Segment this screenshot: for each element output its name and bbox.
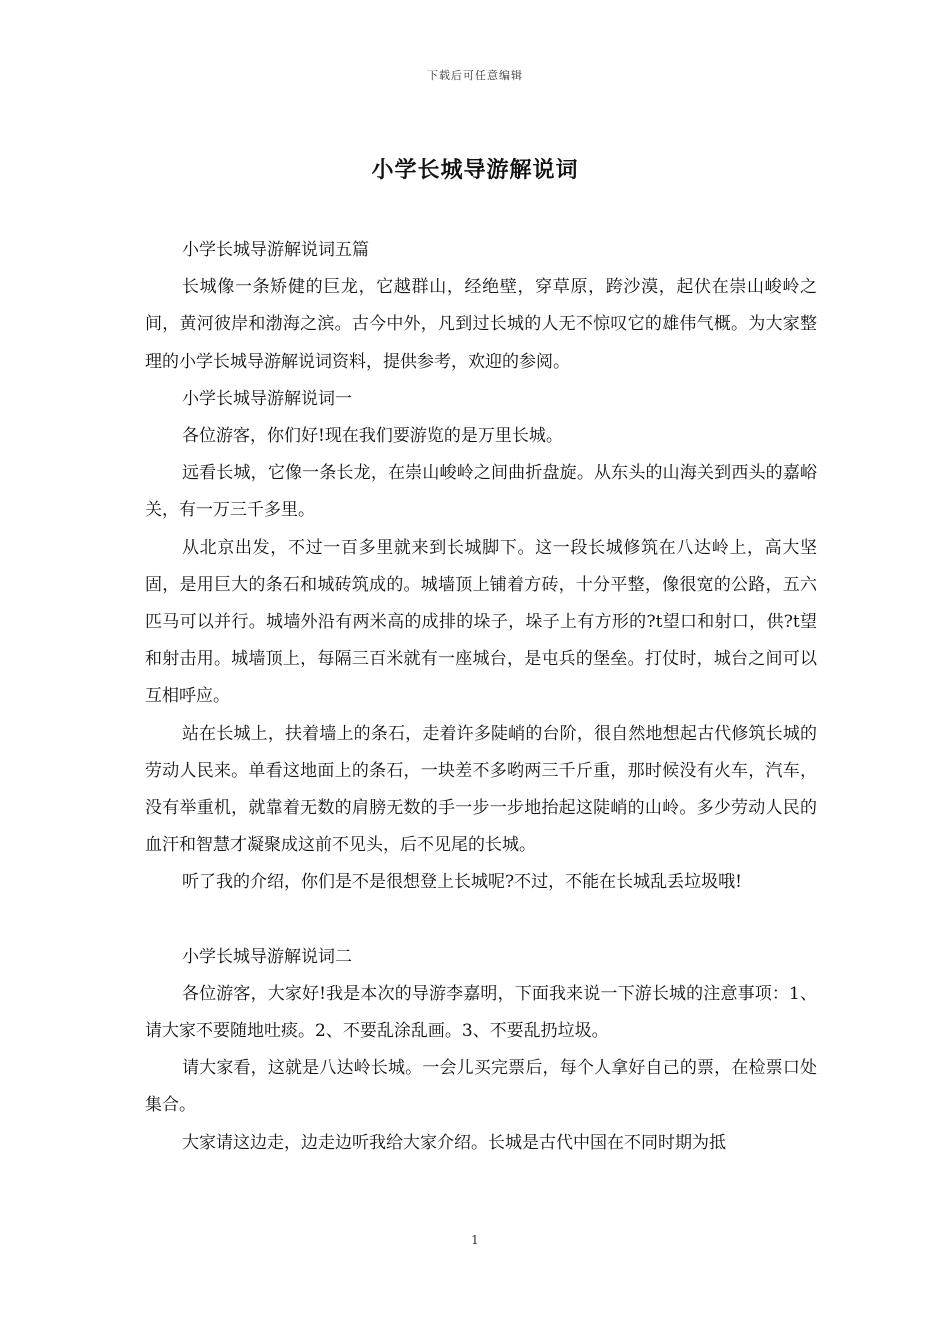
blank-line	[145, 902, 817, 939]
section-heading-intro: 小学长城导游解说词五篇	[182, 240, 369, 260]
section-heading-one: 小学长城导游解说词一	[182, 388, 352, 409]
section-heading-two: 小学长城导游解说词二	[182, 946, 352, 967]
paragraph: 各位游客，你们好!现在我们要游览的是万里长城。	[182, 426, 563, 447]
document-body	[145, 232, 817, 1162]
paragraph: 大家请这边走，边走边听我给大家介绍。长城是古代中国在不同时期为抵	[182, 1132, 726, 1153]
paragraph: 各位游客，大家好!我是本次的导游李嘉明，下面我来说一下游长城的注意事项：1、请大家不要随地吐痰。2、不要乱涂乱画。3、不要乱扔垃圾。	[145, 983, 817, 1042]
paragraph: 请大家看，这就是八达岭长城。一会儿买完票后，每个人拿好自己的票，在检票口处集合。	[145, 1058, 817, 1116]
paragraph: 站在长城上，扶着墙上的条石，走着许多陡峭的台阶，很自然地想起古代修筑长城的劳动人民来。单看这地面上的条石，一块差不多哟两三千斤重，那时候没有火车，汽车，没有举重机，就靠着无数的肩膀无数的手一步一步地抬起这陡峭的山岭。多少劳动人民的血汗和智慧才凝聚成这前不见头，后不见尾的长城。	[145, 723, 817, 856]
page-number: 1	[471, 1233, 479, 1247]
document-title: 小学长城导游解说词	[371, 157, 579, 183]
paragraph-intro: 长城像一条矫健的巨龙，它越群山，经绝壁，穿草原，跨沙漠，起伏在崇山峻岭之间，黄河彼岸和渤海之滨。古今中外，凡到过长城的人无不惊叹它的雄伟气概。为大家整理的小学长城导游解说词资料，提供参考，欢迎的参阅。	[145, 277, 817, 372]
page-header: 下载后可任意编辑	[427, 69, 523, 82]
paragraph: 听了我的介绍，你们是不是很想登上长城呢?不过，不能在长城乱丢垃圾哦!	[182, 872, 742, 893]
paragraph: 远看长城，它像一条长龙，在崇山峻岭之间曲折盘旋。从东头的山海关到西头的嘉峪关，有一万三千多里。	[145, 463, 817, 521]
paragraph: 从北京出发，不过一百多里就来到长城脚下。这一段长城修筑在八达岭上，高大坚固，是用巨大的条石和城砖筑成的。城墙顶上铺着方砖，十分平整，像很宽的公路，五六匹马可以并行。城墙外沿有两米高的成排的垛子，垛子上有方形的?t望口和射口，供?t望和射击用。城墙顶上，每隔三百米就有一座城台，是屯兵的堡垒。打仗时，城台之间可以互相呼应。	[145, 537, 817, 707]
